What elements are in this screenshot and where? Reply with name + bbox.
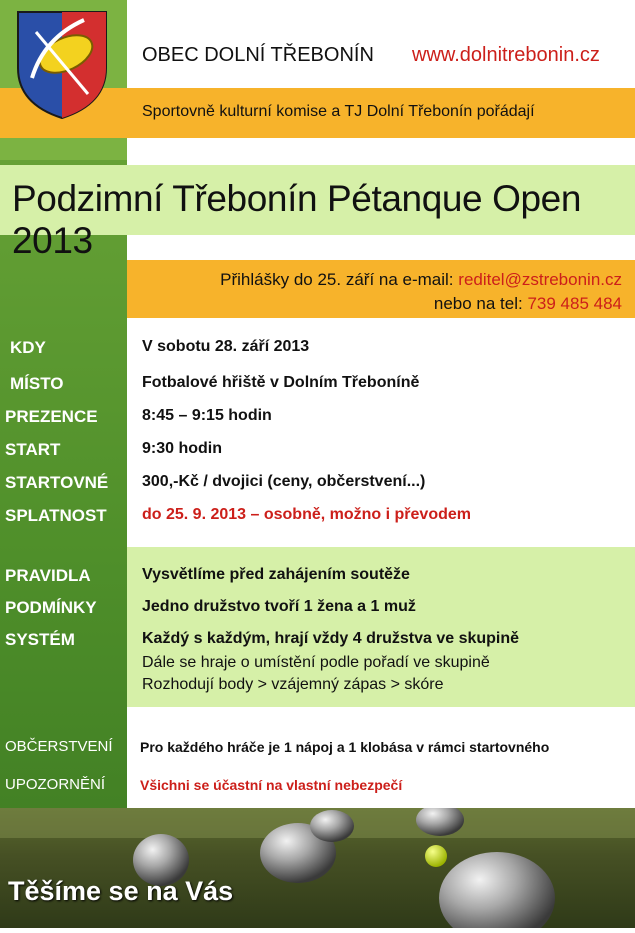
registration-phone[interactable]: 739 485 484 (527, 294, 622, 313)
footer-greeting: Těšíme se na Vás (8, 876, 234, 906)
detail-value-startovne: 300,-Kč / dvojici (ceny, občerstvení...) (142, 473, 426, 490)
municipality-name: OBEC DOLNÍ TŘEBONÍN (142, 44, 374, 66)
detail-label-start: START (5, 440, 61, 459)
petanque-ball (310, 810, 354, 842)
petanque-ball (439, 852, 555, 928)
rules-value-podminky: Jedno družstvo tvoří 1 žena a 1 muž (142, 598, 416, 615)
detail-label-prezence: PREZENCE (5, 407, 98, 426)
detail-label-misto: MÍSTO (10, 374, 64, 393)
detail-label-startovne: STARTOVNÉ (5, 473, 109, 492)
rules-value-system: Každý s každým, hrají vždy 4 družstva ve skupině (142, 630, 520, 647)
extras-label-obcerstveni: OBČERSTVENÍ (5, 738, 113, 755)
registration-phone-label: nebo na tel: (433, 294, 523, 313)
detail-value-prezence: 8:45 – 9:15 hodin (142, 407, 272, 424)
extras-label-upozorneni: UPOZORNĚNÍ (5, 776, 106, 793)
detail-label-splatnost: SPLATNOST (5, 506, 107, 525)
detail-value-splatnost: do 25. 9. 2013 – osobně, možno i převodem (142, 506, 471, 523)
detail-value-misto: Fotbalové hřiště v Dolním Třeboníně (142, 374, 420, 391)
system-note-2: Rozhodují body > vzájemný zápas > skóre (142, 676, 444, 693)
rules-label-system: SYSTÉM (5, 630, 75, 649)
rules-value-pravidla: Vysvětlíme před zahájením soutěže (142, 566, 410, 583)
rules-label-podminky: PODMÍNKY (5, 598, 97, 617)
coat-of-arms-icon (14, 8, 110, 120)
organizers-text: Sportovně kulturní komise a TJ Dolní Třebonín pořádají (142, 103, 535, 120)
registration-email[interactable]: reditel@zstrebonin.cz (458, 270, 622, 289)
event-title: Podzimní Třebonín Pétanque Open 2013 (12, 178, 582, 261)
extras-value-obcerstveni: Pro každého hráče je 1 nápoj a 1 klobása v rámci startovného (140, 739, 550, 755)
registration-block (127, 268, 622, 316)
registration-email-label: Přihlášky do 25. září na e-mail: (220, 270, 454, 289)
rules-label-pravidla: PRAVIDLA (5, 566, 91, 585)
website-link[interactable]: www.dolnitrebonin.cz (412, 44, 600, 66)
detail-label-kdy: KDY (10, 338, 46, 357)
extras-value-upozorneni: Všichni se účastní na vlastní nebezpečí (140, 777, 403, 793)
target-ball (425, 845, 447, 867)
petanque-photo (0, 808, 635, 928)
detail-value-kdy: V sobotu 28. září 2013 (142, 338, 310, 355)
system-note-1: Dále se hraje o umístění podle pořadí ve skupině (142, 654, 490, 671)
detail-value-start: 9:30 hodin (142, 440, 223, 457)
